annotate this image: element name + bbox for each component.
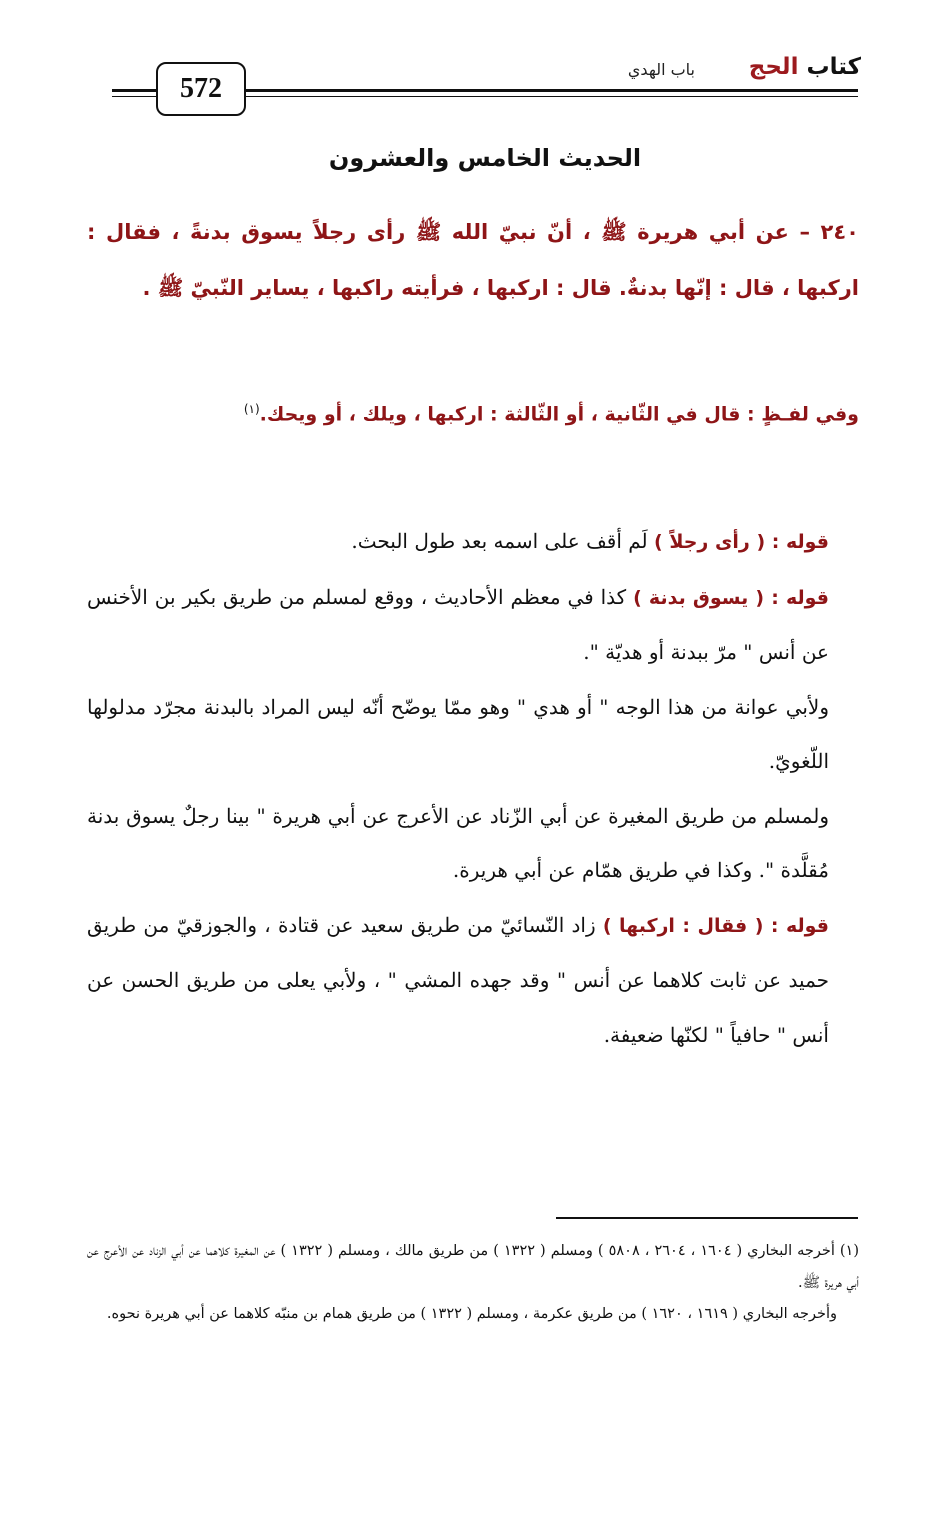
footnote-separator bbox=[556, 1217, 858, 1219]
commentary-text: ولمسلم من طريق المغيرة عن أبي الزّناد عن الأعرج عن أبي هريرة " بينا رجلٌ يسوق بدنة مُقلَّدة ". وكذا في طريق همّام عن أبي هريرة. bbox=[87, 803, 829, 882]
commentary-text: لَم أقف على اسمه بعد طول البحث. bbox=[351, 529, 655, 553]
commentary-text: زاد النّسائيّ من طريق سعيد عن قتادة ، والجوزقيّ من طريق حميد عن ثابت كلاهما عن أنس " وقد جهده المشي " ، ولأبي يعلى من طريق الحسن عن أنس " حافياً " لكنّها ضعيفة. bbox=[87, 912, 829, 1047]
commentary-paragraph bbox=[87, 680, 859, 789]
book-title bbox=[749, 54, 861, 80]
commentary-text: ولأبي عوانة من هذا الوجه " أو هدي " وهو ممّا يوضّح أنّه ليس المراد بالبدنة مجرّد مدلولها اللّغويّ. bbox=[87, 694, 829, 773]
commentary-paragraph bbox=[87, 898, 859, 1063]
book-subject: الحج bbox=[748, 54, 799, 80]
footnote: (١) أخرجه البخاري ( ١٦٠٤ ، ٢٦٠٤ ، ٥٨٠٨ ) ومسلم ( ١٣٢٢ ) من طريق مالك ، ومسلم ( ١٣٢٢ ) عن المغيرة كلاهما عن أبي الزناد عن الأعرج عن أبي هريرة ﷺ. bbox=[87, 1243, 860, 1291]
variant-text: وفي لفـظٍ : قال في الثّانية ، أو الثّالثة : اركبها ، ويلك ، أو ويحك. bbox=[259, 403, 859, 426]
chapter-title: باب الهدي bbox=[627, 60, 695, 79]
hadith-variant bbox=[87, 388, 859, 435]
footnote-ref: (١) bbox=[243, 402, 260, 416]
commentary bbox=[87, 514, 859, 1062]
commentary-paragraph bbox=[87, 514, 859, 570]
commentary-label: قوله : ( يسوق بدنة ) bbox=[633, 586, 829, 609]
commentary-paragraph bbox=[87, 789, 859, 898]
section-title: الحديث الخامس والعشرون bbox=[328, 144, 642, 172]
page-number: 572 bbox=[156, 62, 246, 116]
footnote: وأخرجه البخاري ( ١٦١٩ ، ١٦٢٠ ) من طريق عكرمة ، ومسلم ( ١٣٢٢ ) من طريق همام بن منبّه كلاهما عن أبي هريرة نحوه. bbox=[106, 1306, 837, 1322]
commentary-label: قوله : ( فقال : اركبها ) bbox=[602, 914, 830, 937]
commentary-label: قوله : ( رأى رجلاً ) bbox=[654, 531, 829, 553]
footnotes bbox=[87, 1236, 859, 1331]
book-title-word: كتاب bbox=[806, 54, 861, 80]
commentary-text: كذا في معظم الأحاديث ، ووقع لمسلم من طريق بكير بن الأخنس عن أنس " مرّ ببدنة أو هديّة ". bbox=[87, 584, 829, 664]
hadith-text: ٢٤٠ – عن أبي هريرة ﷺ ، أنّ نبيّ الله ﷺ رأى رجلاً يسوق بدنةً ، فقال : اركبها ، قال : إنّها بدنةٌ. قال : اركبها ، فرأيته راكبها ، يساير النّبيّ ﷺ . bbox=[87, 220, 859, 300]
commentary-paragraph bbox=[87, 570, 859, 680]
